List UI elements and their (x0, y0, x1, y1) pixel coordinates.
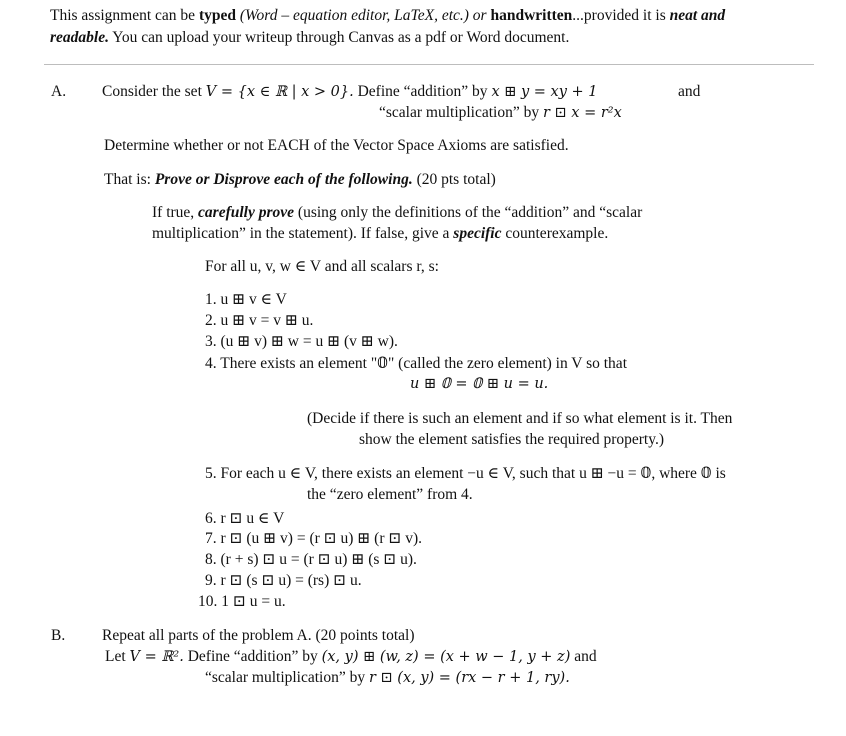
axiom-4-equation: u ⊞ 𝟘 = 𝟘 ⊞ u = u. (410, 376, 549, 392)
intro-line-2 (50, 29, 569, 47)
b-scalar-mult-definition: r ⊡ (x, y) = (rx − r + 1, ry). (368, 670, 570, 686)
specific-text: specific (453, 225, 502, 242)
if-false-text: multiplication” in the statement). If false, give a (152, 225, 454, 242)
intro-neat: neat and (669, 7, 726, 24)
axiom-1: 1. u ⊞ v ∈ V (205, 291, 287, 308)
points-total: (20 pts total) (412, 171, 496, 188)
axiom-2: 2. u ⊞ v = v ⊞ u. (205, 312, 314, 329)
section-a-label: A. (51, 83, 67, 100)
define-addition-text: Define “addition” by (353, 83, 492, 100)
intro-text: This assignment can be (50, 7, 199, 24)
determine-line: Determine whether or not EACH of the Vector Space Axioms are satisfied. (104, 137, 569, 154)
section-b-label: B. (51, 627, 66, 644)
if-true-text: If true, (152, 204, 199, 221)
axiom-6: 6. r ⊡ u ∈ V (205, 510, 285, 527)
intro-typed: typed (198, 7, 236, 24)
intro-readable: readable. (50, 29, 109, 46)
that-is-line (104, 171, 496, 189)
intro-handwritten: handwritten (490, 7, 573, 24)
prove-or-disprove: Prove or Disprove each of the following. (154, 171, 413, 188)
axiom-7: 7. r ⊡ (u ⊞ v) = (r ⊡ u) ⊞ (r ⊡ v). (205, 530, 423, 547)
intro-line-1 (50, 7, 725, 25)
section-b-line-2 (105, 648, 597, 666)
divider (44, 64, 814, 65)
axiom-4-note-2: show the element satisfies the required property.) (359, 431, 665, 448)
section-b-line-3 (205, 669, 570, 687)
b-addition-definition: (x, y) ⊞ (w, z) = (x + w − 1, y + z) (321, 649, 571, 665)
using-definitions-text: (using only the definitions of the “addition” and “scalar (294, 204, 643, 221)
set-definition: V = {x ∈ ℝ | x > 0}. (205, 84, 354, 100)
counterexample-text: counterexample. (501, 225, 609, 242)
scalar-mult-text: “scalar multiplication” by (379, 104, 543, 121)
b-and: and (570, 648, 597, 665)
section-a-line-2 (379, 104, 622, 122)
intro-upload: You can upload your writeup through Canvas as a pdf or Word document. (108, 29, 570, 46)
axiom-4: 4. There exists an element "𝟘" (called the zero element) in V so that (205, 355, 627, 372)
if-true-line-1 (152, 204, 642, 222)
axiom-5-cont: the “zero element” from 4. (307, 486, 473, 503)
intro-provided: ...provided it is (572, 7, 670, 24)
b-define-addition-text: Define “addition” by (183, 648, 322, 665)
section-b-line-1: Repeat all parts of the problem A. (20 points total) (102, 627, 415, 644)
b-scalar-mult-text: “scalar multiplication” by (205, 669, 369, 686)
scalar-mult-definition: r ⊡ x = r²x (542, 105, 622, 121)
section-a-and: and (678, 83, 701, 100)
section-a-line-1 (102, 83, 598, 101)
that-is-text: That is: (104, 171, 155, 188)
let-text: Let (105, 648, 130, 665)
axiom-9: 9. r ⊡ (s ⊡ u) = (rs) ⊡ u. (205, 572, 362, 589)
axiom-4-note-1: (Decide if there is such an element and if so what element is it. Then (307, 410, 733, 427)
intro-typed-detail: (Word – equation editor, LaTeX, etc.) or (236, 7, 491, 24)
axiom-3: 3. (u ⊞ v) ⊞ w = u ⊞ (v ⊞ w). (205, 333, 398, 350)
consider-text: Consider the set (102, 83, 206, 100)
for-all-line: For all u, v, w ∈ V and all scalars r, s: (205, 258, 439, 275)
axiom-8: 8. (r + s) ⊡ u = (r ⊡ u) ⊞ (s ⊡ u). (205, 551, 417, 568)
axiom-5: 5. For each u ∈ V, there exists an element −u ∈ V, such that u ⊞ −u = 𝟘, where 𝟘 is (205, 465, 726, 482)
b-set-definition: V = ℝ². (129, 649, 184, 665)
addition-definition: x ⊞ y = xy + 1 (491, 84, 598, 100)
carefully-prove: carefully prove (198, 204, 295, 221)
axiom-10: 10. 1 ⊡ u = u. (198, 593, 286, 610)
if-true-line-2 (152, 225, 608, 243)
